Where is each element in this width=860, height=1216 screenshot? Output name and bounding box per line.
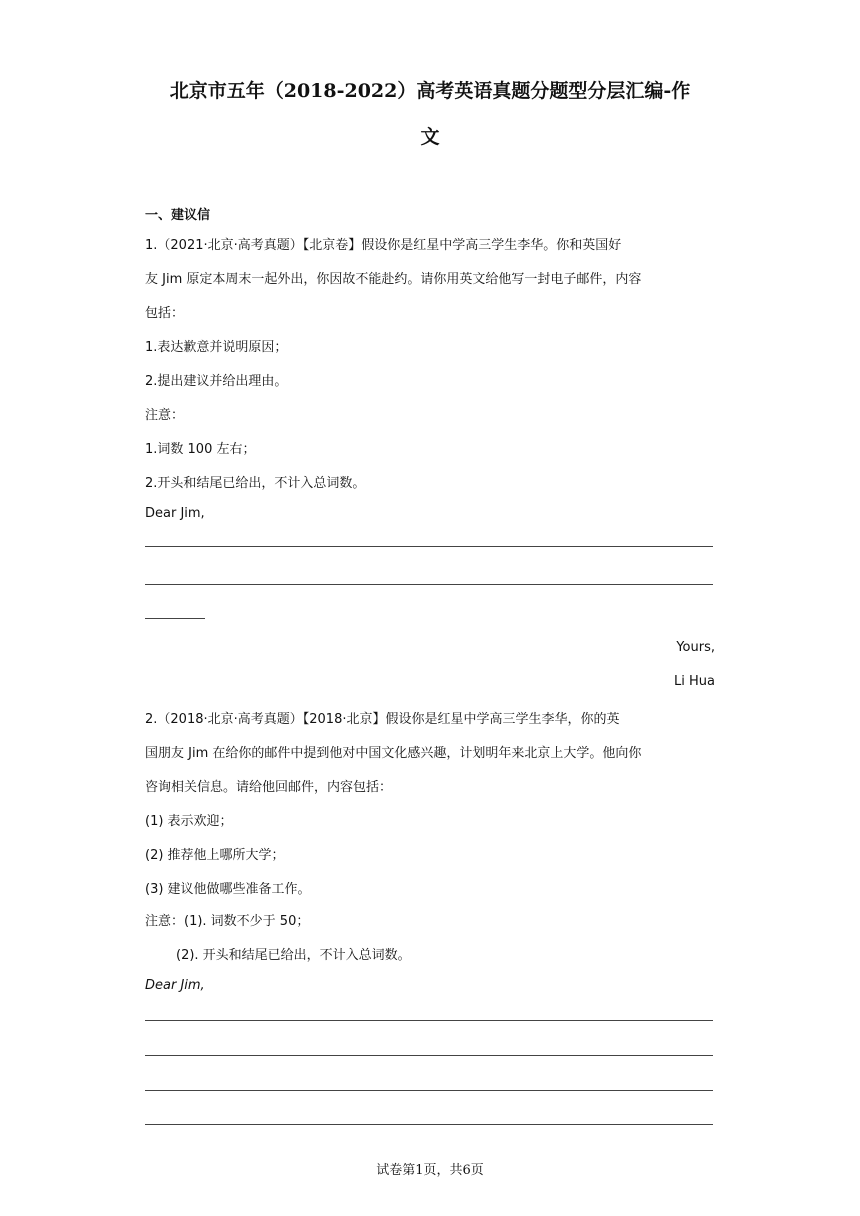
document-title-line-1: 北京市五年（2018-2022）高考英语真题分题型分层汇编-作 bbox=[169, 80, 691, 102]
q1-answer-line-3[interactable] bbox=[145, 618, 205, 619]
q1-prompt-line-3: 包括： bbox=[145, 306, 185, 321]
q2-prompt-line-2: 国朋友 Jim 在给你的邮件中提到他对中国文化感兴趣，计划明年来北京上大学。他向你 bbox=[145, 746, 642, 761]
section-heading: 一、建议信 bbox=[145, 208, 211, 223]
q1-requirement-1: 1.表达歉意并说明原因； bbox=[145, 340, 288, 355]
q1-prompt-line-1: 1.（2021·北京·高考真题）【北京卷】假设你是红星中学高三学生李华。你和英国好 bbox=[145, 238, 622, 253]
q2-prompt-line-1: 2.（2018·北京·高考真题）【2018·北京】假设你是红星中学高三学生李华，你的英 bbox=[145, 712, 620, 727]
page-footer: 试卷第1页，共6页 bbox=[376, 1163, 484, 1178]
q2-requirement-3: (3) 建议他做哪些准备工作。 bbox=[145, 882, 311, 897]
q2-note-2: (2). 开头和结尾已给出，不计入总词数。 bbox=[176, 948, 411, 963]
q1-requirement-2: 2.提出建议并给出理由。 bbox=[145, 374, 288, 389]
q1-greeting: Dear Jim, bbox=[145, 506, 205, 521]
q2-requirement-2: (2) 推荐他上哪所大学； bbox=[145, 848, 285, 863]
q2-greeting: Dear Jim, bbox=[145, 978, 205, 993]
q1-answer-line-1[interactable] bbox=[145, 546, 713, 547]
q1-note-1: 1.词数 100 左右； bbox=[145, 442, 256, 457]
q1-closing-yours: Yours, bbox=[676, 640, 715, 655]
q1-note-2: 2.开头和结尾已给出，不计入总词数。 bbox=[145, 476, 366, 491]
q1-closing-name: Li Hua bbox=[674, 674, 715, 689]
q1-answer-line-2[interactable] bbox=[145, 584, 713, 585]
q2-answer-line-4[interactable] bbox=[145, 1124, 713, 1125]
q2-note-1: 注意：(1). 词数不少于 50； bbox=[145, 914, 310, 929]
document-title-line-2: 文 bbox=[420, 126, 440, 148]
q2-answer-line-2[interactable] bbox=[145, 1055, 713, 1056]
q2-prompt-line-3: 咨询相关信息。请给他回邮件，内容包括： bbox=[145, 780, 393, 795]
q1-prompt-line-2: 友 Jim 原定本周末一起外出，你因故不能赴约。请你用英文给他写一封电子邮件，内容 bbox=[145, 272, 642, 287]
q1-note-label: 注意： bbox=[145, 408, 185, 423]
q2-requirement-1: (1) 表示欢迎； bbox=[145, 814, 233, 829]
q2-answer-line-1[interactable] bbox=[145, 1020, 713, 1021]
q2-answer-line-3[interactable] bbox=[145, 1090, 713, 1091]
